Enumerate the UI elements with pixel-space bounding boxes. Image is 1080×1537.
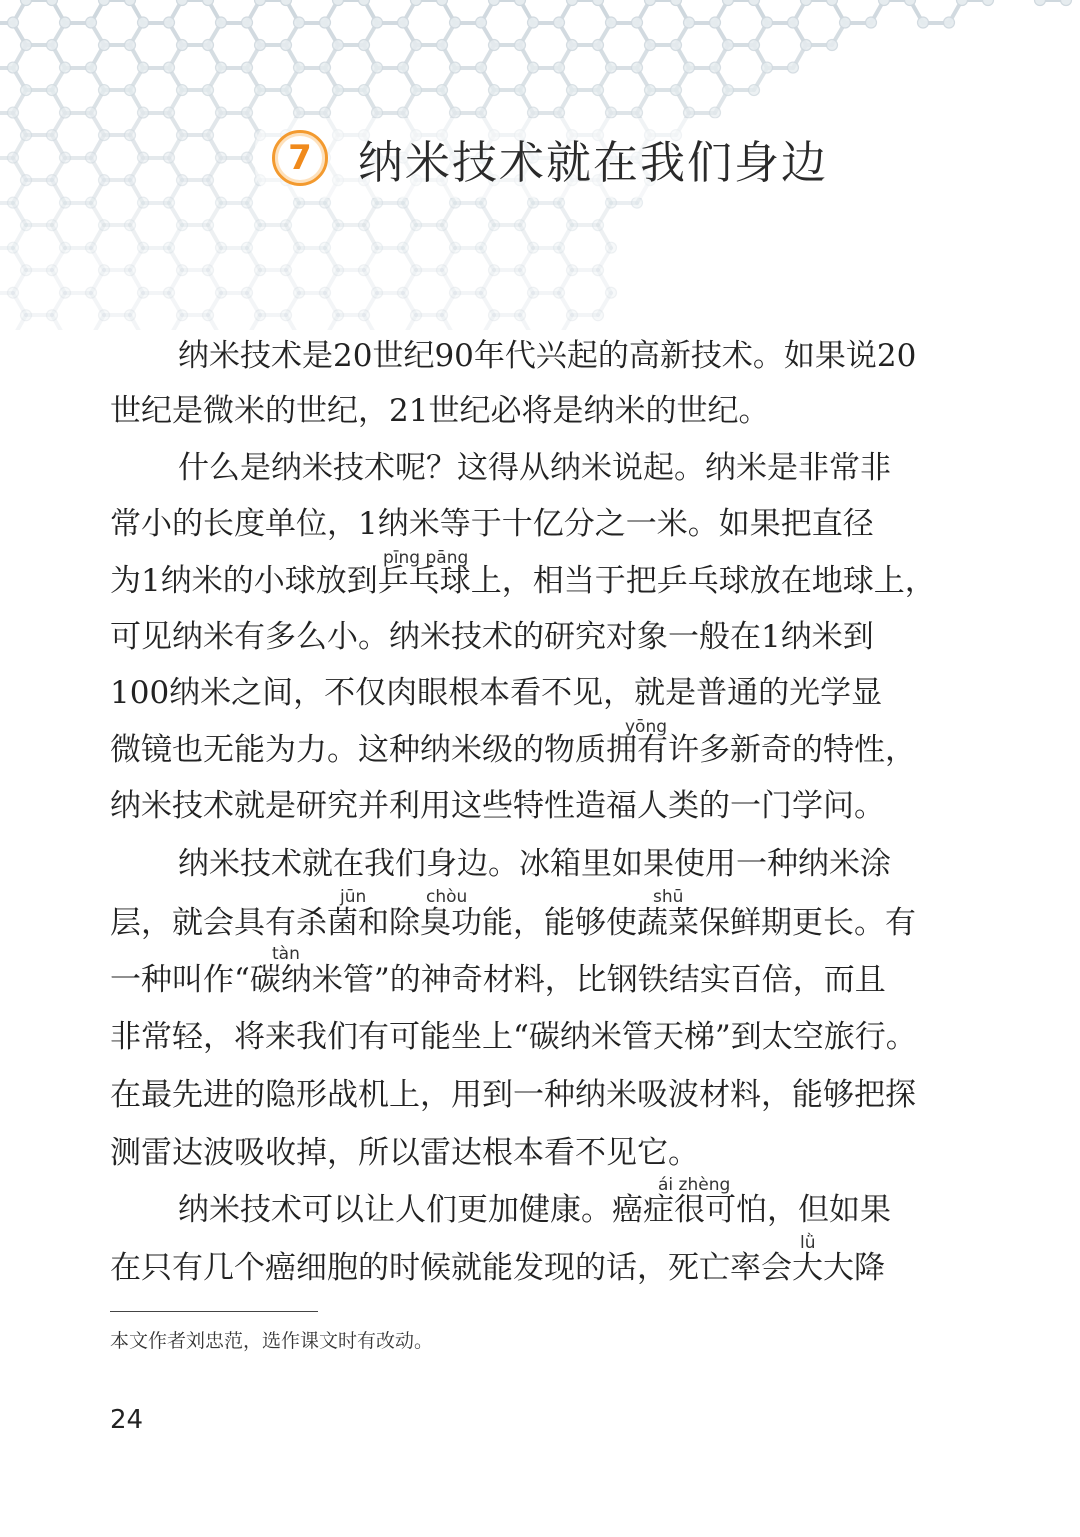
lesson-title: 纳米技术就在我们身边 — [358, 135, 829, 189]
lattice-atom — [372, 242, 383, 253]
lattice-atom — [879, 0, 890, 6]
lattice-atom — [177, 130, 188, 141]
lesson-number-badge: 7 — [272, 130, 328, 186]
lattice-atom — [242, 62, 253, 73]
lattice-atom — [21, 265, 32, 276]
lattice-atom — [60, 107, 71, 118]
lattice-atom — [866, 17, 877, 28]
lattice-atom — [60, 62, 71, 73]
pinyin-annotation: pīng pāng — [383, 548, 469, 568]
lattice-atom — [528, 197, 539, 208]
lattice-atom — [216, 107, 227, 118]
lattice-atom — [47, 0, 58, 6]
lattice-atom — [359, 265, 370, 276]
lattice-atom — [138, 197, 149, 208]
lattice-atom — [8, 17, 19, 28]
lattice-atom — [437, 40, 448, 51]
lattice-atom — [411, 265, 422, 276]
lattice-atom — [86, 107, 97, 118]
text-line: 层，就会具有杀菌和除臭功能，能够使蔬菜保鲜期更长。有 — [110, 905, 916, 941]
lattice-atom — [749, 40, 760, 51]
lattice-atom — [99, 40, 110, 51]
text-line: 为1纳米的小球放到乒乓球上，相当于把乒乓球放在地球上， — [110, 563, 936, 599]
lattice-atom — [177, 85, 188, 96]
lattice-atom — [593, 0, 604, 6]
lattice-atom — [593, 85, 604, 96]
lattice-atom — [710, 62, 721, 73]
lattice-atom — [60, 242, 71, 253]
text-line: 纳米技术就是研究并利用这些特性造福人类的一门学问。 — [110, 788, 885, 824]
text-line: 可见纳米有多么小。纳米技术的研究对象一般在1纳米到 — [110, 619, 874, 655]
lattice-atom — [203, 85, 214, 96]
lattice-atom — [99, 0, 110, 6]
lattice-atom — [138, 242, 149, 253]
lattice-atom — [437, 0, 448, 6]
lattice-atom — [203, 310, 214, 321]
lattice-atom — [177, 0, 188, 6]
lattice-atom — [450, 197, 461, 208]
lattice-atom — [216, 17, 227, 28]
lattice-atom — [333, 40, 344, 51]
lattice-atom — [749, 85, 760, 96]
lattice-atom — [281, 0, 292, 6]
footnote: 本文作者刘忠范，选作课文时有改动。 — [110, 1330, 434, 1352]
lattice-atom — [515, 40, 526, 51]
lattice-atom — [450, 107, 461, 118]
lattice-atom — [528, 62, 539, 73]
lattice-atom — [60, 287, 71, 298]
lattice-atom — [476, 62, 487, 73]
text-line: 测雷达波吸收掉，所以雷达根本看不见它。 — [110, 1135, 699, 1171]
lattice-atom — [567, 265, 578, 276]
lattice-atom — [86, 242, 97, 253]
lattice-atom — [632, 107, 643, 118]
lattice-atom — [86, 152, 97, 163]
lattice-atom — [177, 175, 188, 186]
pinyin-annotation: chòu — [426, 887, 468, 907]
lattice-atom — [294, 17, 305, 28]
lattice-atom — [567, 85, 578, 96]
lattice-atom — [294, 62, 305, 73]
pinyin-annotation: ái zhèng — [658, 1175, 731, 1195]
text-line: 非常轻，将来我们有可能坐上“碳纳米管天梯”到太空旅行。 — [110, 1019, 917, 1055]
lattice-atom — [99, 130, 110, 141]
lattice-atom — [47, 220, 58, 231]
lattice-atom — [138, 17, 149, 28]
lattice-atom — [788, 17, 799, 28]
lattice-atom — [944, 17, 955, 28]
lattice-atom — [8, 62, 19, 73]
lattice-atom — [554, 62, 565, 73]
lattice-atom — [567, 0, 578, 6]
lattice-atom — [489, 40, 500, 51]
pinyin-annotation: shū — [653, 887, 684, 907]
lattice-atom — [528, 242, 539, 253]
text-line: 100纳米之间，不仅肉眼根本看不见，就是普通的光学显 — [110, 675, 883, 711]
lattice-atom — [983, 0, 994, 6]
lattice-atom — [203, 40, 214, 51]
lattice-atom — [684, 62, 695, 73]
lattice-atom — [281, 310, 292, 321]
lattice-atom — [164, 242, 175, 253]
lattice-atom — [281, 220, 292, 231]
lattice-atom — [606, 287, 617, 298]
lattice-atom — [632, 62, 643, 73]
lattice-atom — [177, 265, 188, 276]
lattice-atom — [489, 220, 500, 231]
lattice-atom — [21, 310, 32, 321]
text-line: 常小的长度单位，1纳米等于十亿分之一米。如果把直径 — [110, 506, 874, 542]
lattice-atom — [99, 85, 110, 96]
text-line: 纳米技术就在我们身边。冰箱里如果使用一种纳米涂 — [178, 846, 891, 882]
lattice-atom — [21, 130, 32, 141]
lattice-atom — [203, 130, 214, 141]
lattice-atom — [21, 85, 32, 96]
lattice-atom — [359, 0, 370, 6]
lattice-atom — [294, 242, 305, 253]
lattice-atom — [567, 220, 578, 231]
lattice-atom — [1061, 0, 1072, 6]
lattice-atom — [216, 197, 227, 208]
lattice-atom — [242, 287, 253, 298]
lattice-atom — [8, 107, 19, 118]
lattice-atom — [255, 220, 266, 231]
lattice-atom — [21, 40, 32, 51]
lattice-atom — [8, 242, 19, 253]
lattice-atom — [411, 85, 422, 96]
lattice-atom — [216, 287, 227, 298]
lattice-atom — [125, 130, 136, 141]
lattice-atom — [242, 197, 253, 208]
lattice-atom — [489, 265, 500, 276]
lattice-atom — [164, 17, 175, 28]
lattice-atom — [762, 17, 773, 28]
lattice-atom — [8, 152, 19, 163]
lattice-atom — [8, 197, 19, 208]
lattice-atom — [554, 197, 565, 208]
lattice-atom — [255, 265, 266, 276]
lattice-atom — [99, 220, 110, 231]
text-line: 纳米技术是20世纪90年代兴起的高新技术。如果说20 — [178, 338, 917, 374]
lattice-atom — [411, 40, 422, 51]
lattice-atom — [411, 220, 422, 231]
lattice-atom — [593, 310, 604, 321]
lattice-atom — [749, 0, 760, 6]
lattice-atom — [86, 62, 97, 73]
lattice-atom — [905, 0, 916, 6]
lattice-atom — [60, 17, 71, 28]
lattice-atom — [372, 197, 383, 208]
lattice-atom — [281, 265, 292, 276]
lattice-atom — [242, 152, 253, 163]
lattice-atom — [606, 62, 617, 73]
lesson-header — [272, 126, 828, 190]
lattice-atom — [593, 265, 604, 276]
lattice-atom — [125, 40, 136, 51]
lattice-atom — [710, 107, 721, 118]
lattice-atom — [320, 197, 331, 208]
lattice-atom — [177, 40, 188, 51]
lattice-atom — [320, 17, 331, 28]
lattice-atom — [99, 310, 110, 321]
lattice-atom — [554, 107, 565, 118]
lattice-atom — [333, 0, 344, 6]
lattice-atom — [164, 287, 175, 298]
lattice-atom — [671, 85, 682, 96]
lattice-atom — [47, 310, 58, 321]
lattice-atom — [125, 310, 136, 321]
text-line: 在只有几个癌细胞的时候就能发现的话，死亡率会大大降 — [110, 1250, 885, 1286]
lattice-atom — [216, 62, 227, 73]
lattice-atom — [515, 265, 526, 276]
pinyin-annotation: yōng — [625, 717, 668, 737]
lattice-atom — [606, 242, 617, 253]
lattice-atom — [528, 17, 539, 28]
lattice-atom — [333, 85, 344, 96]
lattice-atom — [827, 40, 838, 51]
lattice-atom — [1035, 0, 1046, 6]
lattice-atom — [398, 242, 409, 253]
lattice-atom — [801, 40, 812, 51]
lattice-atom — [164, 107, 175, 118]
lattice-atom — [918, 17, 929, 28]
lattice-atom — [99, 175, 110, 186]
lattice-atom — [138, 287, 149, 298]
lattice-atom — [216, 152, 227, 163]
lattice-atom — [398, 197, 409, 208]
lattice-atom — [320, 107, 331, 118]
lattice-atom — [645, 0, 656, 6]
lattice-atom — [489, 0, 500, 6]
lattice-atom — [645, 85, 656, 96]
lattice-atom — [515, 220, 526, 231]
lattice-atom — [333, 310, 344, 321]
lattice-atom — [86, 287, 97, 298]
lattice-atom — [450, 17, 461, 28]
lattice-atom — [723, 40, 734, 51]
lattice-atom — [476, 242, 487, 253]
lattice-atom — [671, 40, 682, 51]
lattice-atom — [281, 85, 292, 96]
lattice-atom — [359, 220, 370, 231]
lattice-atom — [398, 107, 409, 118]
lattice-atom — [21, 0, 32, 6]
lattice-atom — [450, 62, 461, 73]
lattice-atom — [411, 0, 422, 6]
lattice-atom — [437, 220, 448, 231]
lattice-atom — [60, 197, 71, 208]
lattice-atom — [138, 152, 149, 163]
pinyin-annotation: jūn — [340, 887, 367, 907]
lattice-atom — [437, 265, 448, 276]
lattice-atom — [684, 107, 695, 118]
text-line: 纳米技术可以让人们更加健康。癌症很可怕，但如果 — [178, 1192, 891, 1228]
lattice-atom — [606, 197, 617, 208]
lattice-atom — [489, 310, 500, 321]
lattice-atom — [632, 17, 643, 28]
lattice-atom — [138, 62, 149, 73]
lattice-atom — [762, 62, 773, 73]
lattice-atom — [606, 17, 617, 28]
lattice-atom — [294, 197, 305, 208]
lattice-atom — [47, 265, 58, 276]
lattice-atom — [216, 242, 227, 253]
lattice-atom — [255, 0, 266, 6]
lattice-atom — [437, 310, 448, 321]
lattice-atom — [281, 40, 292, 51]
lattice-atom — [86, 197, 97, 208]
lattice-atom — [320, 242, 331, 253]
lattice-atom — [125, 175, 136, 186]
lattice-atom — [372, 62, 383, 73]
lattice-atom — [671, 0, 682, 6]
lattice-atom — [333, 220, 344, 231]
lattice-atom — [554, 242, 565, 253]
lattice-atom — [723, 85, 734, 96]
lattice-atom — [164, 197, 175, 208]
lattice-atom — [320, 287, 331, 298]
lattice-atom — [515, 0, 526, 6]
lattice-atom — [632, 197, 643, 208]
pinyin-annotation: lǜ — [800, 1233, 816, 1253]
lattice-atom — [554, 17, 565, 28]
lattice-atom — [567, 40, 578, 51]
lattice-atom — [476, 107, 487, 118]
lattice-atom — [827, 0, 838, 6]
lattice-atom — [294, 107, 305, 118]
lattice-atom — [840, 17, 851, 28]
lattice-atom — [242, 107, 253, 118]
text-line: 微镜也无能为力。这种纳米级的物质拥有许多新奇的特性， — [110, 732, 916, 768]
lattice-atom — [60, 152, 71, 163]
lattice-atom — [21, 175, 32, 186]
lattice-atom — [645, 40, 656, 51]
lattice-atom — [411, 310, 422, 321]
lattice-atom — [21, 220, 32, 231]
lattice-atom — [47, 85, 58, 96]
text-line: 在最先进的隐形战机上，用到一种纳米吸波材料，能够把探 — [110, 1077, 916, 1113]
lattice-atom — [203, 265, 214, 276]
lattice-atom — [398, 62, 409, 73]
lattice-atom — [8, 287, 19, 298]
lattice-atom — [359, 85, 370, 96]
lattice-atom — [320, 62, 331, 73]
lattice-atom — [515, 310, 526, 321]
lattice-atom — [333, 265, 344, 276]
lattice-atom — [450, 242, 461, 253]
text-line: 什么是纳米技术呢？这得从纳米说起。纳米是非常非 — [178, 450, 891, 486]
lattice-atom — [554, 287, 565, 298]
footnote-divider — [110, 1311, 318, 1312]
text-line: 一种叫作“碳纳米管”的神奇材料，比钢铁结实百倍，而且 — [110, 962, 886, 998]
lattice-atom — [398, 287, 409, 298]
lattice-atom — [372, 107, 383, 118]
lattice-atom — [164, 62, 175, 73]
lattice-atom — [528, 287, 539, 298]
lattice-atom — [177, 310, 188, 321]
lattice-atom — [125, 85, 136, 96]
lattice-atom — [489, 85, 500, 96]
lattice-atom — [242, 17, 253, 28]
lattice-atom — [177, 220, 188, 231]
lattice-atom — [372, 287, 383, 298]
lattice-atom — [164, 152, 175, 163]
lattice-atom — [255, 310, 266, 321]
lattice-atom — [255, 40, 266, 51]
page-number: 24 — [110, 1405, 144, 1435]
lattice-atom — [515, 85, 526, 96]
lattice-atom — [203, 220, 214, 231]
lattice-atom — [294, 287, 305, 298]
lattice-atom — [86, 17, 97, 28]
lattice-atom — [684, 17, 695, 28]
lattice-atom — [801, 0, 812, 6]
lattice-atom — [957, 0, 968, 6]
lattice-atom — [372, 17, 383, 28]
lattice-atom — [203, 175, 214, 186]
text-line: 世纪是微米的世纪，21世纪必将是纳米的世纪。 — [110, 393, 770, 429]
lattice-atom — [125, 265, 136, 276]
lattice-atom — [47, 175, 58, 186]
lattice-atom — [437, 85, 448, 96]
lattice-atom — [398, 17, 409, 28]
lattice-atom — [788, 62, 799, 73]
pinyin-annotation: tàn — [272, 944, 300, 964]
lattice-atom — [593, 40, 604, 51]
lattice-atom — [255, 85, 266, 96]
lattice-atom — [567, 310, 578, 321]
lattice-atom — [476, 197, 487, 208]
lattice-atom — [476, 287, 487, 298]
lattice-atom — [47, 130, 58, 141]
lattice-atom — [125, 0, 136, 6]
lattice-atom — [359, 310, 370, 321]
lattice-atom — [138, 107, 149, 118]
lattice-atom — [606, 107, 617, 118]
lattice-atom — [476, 17, 487, 28]
lattice-atom — [528, 107, 539, 118]
lattice-atom — [450, 287, 461, 298]
lattice-atom — [125, 220, 136, 231]
lattice-atom — [359, 40, 370, 51]
lattice-atom — [723, 0, 734, 6]
lattice-atom — [593, 220, 604, 231]
lattice-atom — [242, 242, 253, 253]
lattice-atom — [710, 17, 721, 28]
lattice-atom — [47, 40, 58, 51]
lattice-atom — [99, 265, 110, 276]
lattice-atom — [203, 0, 214, 6]
